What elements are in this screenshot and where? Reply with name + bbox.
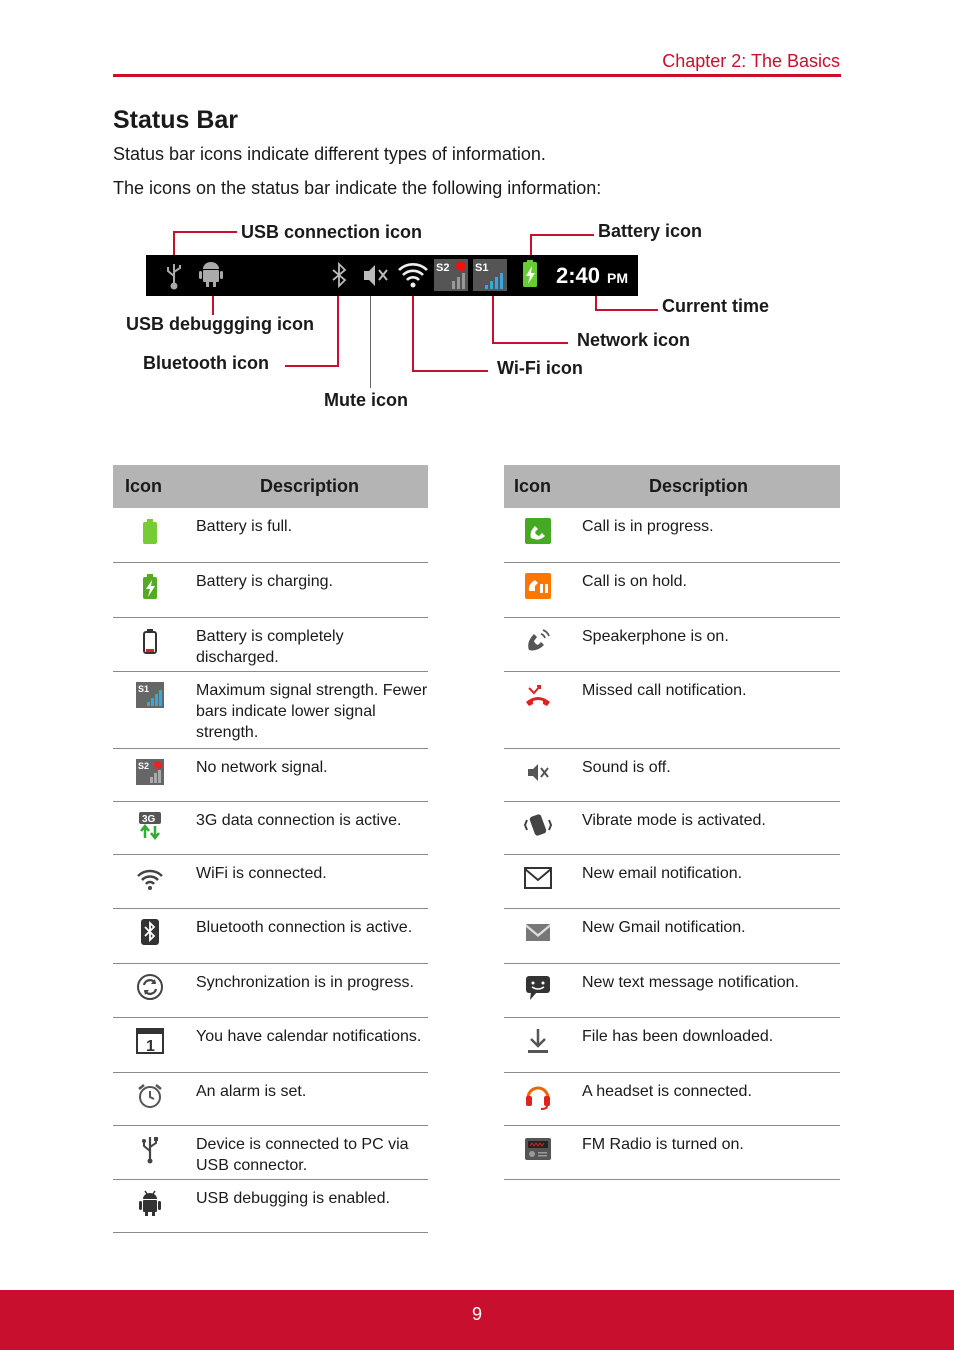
wifi-icon bbox=[399, 264, 427, 280]
table-row bbox=[504, 508, 840, 562]
alarm-icon bbox=[135, 1081, 165, 1111]
mute-icon bbox=[364, 265, 387, 286]
description-cell: 3G data connection is active. bbox=[186, 801, 428, 854]
status-bar-image bbox=[146, 255, 638, 296]
col-desc-header: Description bbox=[186, 465, 428, 508]
current-time-callout: Current time bbox=[662, 296, 770, 316]
table-row bbox=[113, 1072, 428, 1125]
table-row bbox=[113, 617, 428, 671]
status-bar-diagram bbox=[0, 0, 954, 420]
description-cell: Speakerphone is on. bbox=[572, 617, 840, 671]
android-debug-icon bbox=[135, 1188, 165, 1218]
icon-cell bbox=[504, 1125, 572, 1179]
icon-cell bbox=[113, 1125, 186, 1179]
page-number: 9 bbox=[471, 1304, 482, 1324]
svg-text:S2: S2 bbox=[137, 760, 149, 771]
intro-paragraph: Status bar icons indicate different types of information. bbox=[113, 144, 546, 164]
usb-icon bbox=[135, 1134, 165, 1164]
table-row bbox=[113, 1179, 428, 1232]
download-icon bbox=[523, 1026, 553, 1056]
description-cell: WiFi is connected. bbox=[186, 854, 428, 908]
table-row bbox=[504, 617, 840, 671]
table-row bbox=[504, 562, 840, 617]
table-row bbox=[504, 854, 840, 908]
intro-paragraph-2: The icons on the status bar indicate the following information: bbox=[113, 178, 602, 198]
table-row bbox=[113, 1125, 428, 1179]
table-row bbox=[504, 1017, 840, 1072]
icon-cell bbox=[113, 748, 186, 801]
icon-cell bbox=[113, 854, 186, 908]
table-row bbox=[504, 963, 840, 1017]
icon-cell bbox=[113, 617, 186, 671]
icon-cell bbox=[504, 854, 572, 908]
speakerphone-icon bbox=[523, 626, 553, 656]
section-title: Status Bar bbox=[113, 106, 239, 134]
table-row bbox=[504, 801, 840, 854]
description-cell: FM Radio is turned on. bbox=[572, 1125, 840, 1179]
table-row bbox=[113, 854, 428, 908]
icon-cell bbox=[113, 508, 186, 562]
calendar-icon bbox=[135, 1026, 165, 1056]
bluetooth-callout: Bluetooth icon bbox=[143, 353, 269, 373]
icon-cell bbox=[504, 508, 572, 562]
svg-text:S2: S2 bbox=[436, 262, 450, 274]
icon-cell bbox=[113, 671, 186, 748]
description-cell: Synchronization is in progress. bbox=[186, 963, 428, 1017]
usb-connection-callout: USB connection icon bbox=[241, 222, 423, 242]
description-cell: USB debugging is enabled. bbox=[186, 1179, 428, 1232]
icon-cell bbox=[113, 801, 186, 854]
bluetooth-icon bbox=[135, 917, 165, 947]
call-in-progress-icon bbox=[523, 516, 553, 546]
description-cell: Vibrate mode is activated. bbox=[572, 801, 840, 854]
description-cell: Bluetooth connection is active. bbox=[186, 908, 428, 963]
signal-max-icon bbox=[473, 259, 507, 291]
wifi-callout: Wi-Fi icon bbox=[497, 358, 583, 378]
icon-cell bbox=[113, 1072, 186, 1125]
table-row bbox=[113, 748, 428, 801]
icon-cell bbox=[504, 908, 572, 963]
description-cell: No network signal. bbox=[186, 748, 428, 801]
description-cell: Call is on hold. bbox=[572, 562, 840, 617]
description-cell: New text message notification. bbox=[572, 963, 840, 1017]
table-row bbox=[113, 908, 428, 963]
icon-table-right bbox=[504, 465, 840, 1180]
time-text: 2:40 bbox=[556, 263, 601, 288]
battery-icon bbox=[523, 260, 537, 287]
call-hold-icon bbox=[523, 571, 553, 601]
description-cell: Battery is completely discharged. bbox=[186, 617, 428, 671]
col-icon-header: Icon bbox=[504, 465, 572, 508]
android-debug-icon bbox=[199, 262, 223, 287]
battery-callout: Battery icon bbox=[598, 221, 703, 241]
col-desc-header: Description bbox=[572, 465, 840, 508]
battery-charging-icon bbox=[135, 571, 165, 601]
battery-full-icon bbox=[135, 516, 165, 546]
description-cell: An alarm is set. bbox=[186, 1072, 428, 1125]
description-cell: Call is in progress. bbox=[572, 508, 840, 562]
icon-cell bbox=[504, 671, 572, 748]
description-cell: Maximum signal strength. Fewer bars indicate lower signal strength. bbox=[186, 671, 428, 748]
table-row bbox=[113, 1017, 428, 1072]
text-message-icon bbox=[523, 972, 553, 1002]
svg-text:S1: S1 bbox=[475, 262, 489, 274]
email-icon bbox=[523, 863, 553, 893]
usb-icon bbox=[168, 264, 180, 289]
icon-cell bbox=[113, 562, 186, 617]
icon-cell bbox=[504, 1072, 572, 1125]
time-ampm: PM bbox=[607, 270, 628, 286]
table-row bbox=[504, 908, 840, 963]
table-row bbox=[504, 1072, 840, 1125]
battery-empty-icon bbox=[135, 626, 165, 656]
table-row bbox=[113, 801, 428, 854]
icon-cell bbox=[504, 562, 572, 617]
svg-text:S1: S1 bbox=[137, 683, 149, 694]
description-cell: Device is connected to PC via USB connector. bbox=[186, 1125, 428, 1179]
icon-cell bbox=[504, 617, 572, 671]
table-row bbox=[113, 562, 428, 617]
description-cell: New Gmail notification. bbox=[572, 908, 840, 963]
wifi-icon bbox=[135, 863, 165, 893]
usb-debugging-callout: USB debuggging icon bbox=[126, 314, 314, 334]
svg-text:1: 1 bbox=[145, 1037, 155, 1055]
icon-cell bbox=[504, 963, 572, 1017]
table-row bbox=[504, 748, 840, 801]
icon-cell bbox=[113, 1017, 186, 1072]
vibrate-icon bbox=[523, 810, 553, 840]
icon-cell bbox=[113, 1179, 186, 1232]
3g-data-icon bbox=[135, 810, 165, 840]
no-signal-icon bbox=[434, 259, 468, 291]
col-icon-header: Icon bbox=[113, 465, 186, 508]
icon-cell bbox=[504, 801, 572, 854]
mute-callout: Mute icon bbox=[324, 390, 408, 410]
svg-text:3G: 3G bbox=[141, 813, 155, 825]
description-cell: Missed call notification. bbox=[572, 671, 840, 748]
sound-off-icon bbox=[523, 757, 553, 787]
table-row bbox=[113, 963, 428, 1017]
description-cell: New email notification. bbox=[572, 854, 840, 908]
icon-table-left bbox=[113, 465, 428, 1233]
table-row bbox=[504, 1125, 840, 1179]
network-callout: Network icon bbox=[577, 330, 691, 350]
icon-cell bbox=[504, 748, 572, 801]
description-cell: You have calendar notifications. bbox=[186, 1017, 428, 1072]
description-cell: Battery is charging. bbox=[186, 562, 428, 617]
sync-icon bbox=[135, 972, 165, 1002]
missed-call-icon bbox=[523, 680, 553, 710]
icon-cell bbox=[113, 908, 186, 963]
bluetooth-icon bbox=[333, 264, 345, 286]
no-signal-icon bbox=[135, 757, 165, 787]
signal-max-icon bbox=[135, 680, 165, 710]
icon-cell bbox=[113, 963, 186, 1017]
icon-cell bbox=[504, 1017, 572, 1072]
table-row bbox=[113, 508, 428, 562]
table-row bbox=[504, 671, 840, 748]
description-cell: File has been downloaded. bbox=[572, 1017, 840, 1072]
description-cell: A headset is connected. bbox=[572, 1072, 840, 1125]
chapter-header: Chapter 2: The Basics bbox=[662, 51, 840, 71]
description-cell: Sound is off. bbox=[572, 748, 840, 801]
headset-icon bbox=[523, 1081, 553, 1111]
table-row bbox=[113, 671, 428, 748]
fm-radio-icon bbox=[523, 1134, 553, 1164]
gmail-icon bbox=[523, 917, 553, 947]
description-cell: Battery is full. bbox=[186, 508, 428, 562]
